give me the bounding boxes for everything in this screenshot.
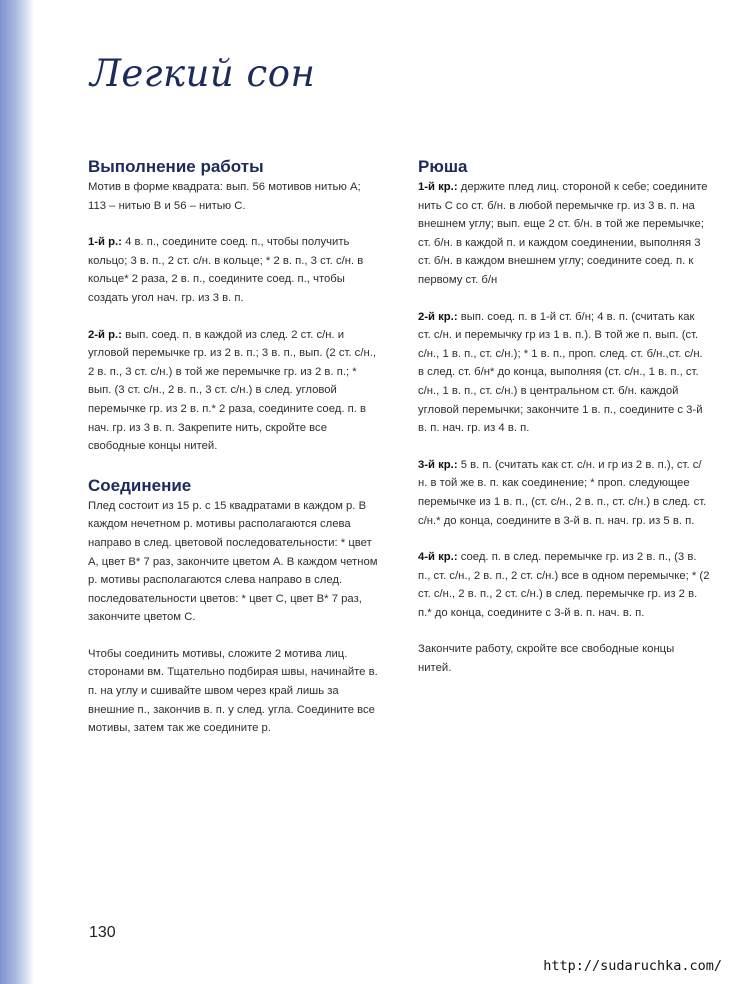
round4-label: 4-й кр.: <box>418 551 458 564</box>
row1-paragraph <box>88 233 378 307</box>
round3-text: 5 в. п. (считать как ст. с/н. и гр из 2 в. п.), ст. с/н. в той же в. п. как соединение; * проп. следующее перемычке из 1 в. п., (ст. с/н., 2 в. п., ст. с/н.) в след. ст. с/н.* до конца, соедините в 3-й в. п. нач. гр. из 5 в. п. <box>418 458 707 527</box>
row2-text: вып. соед. п. в каждой из след. 2 ст. с/н. и угловой перемычке гр. из 2 в. п.; 3 в. п., вып. (2 ст. с/н., 2 в. п., 3 ст. с/н.) в той же перемычке гр. из 2 в. п.; * вып. (3 ст. с/н., 2 в. п., 3 ст. с/н.) в след. угловой перемычке гр. из 2 в. п.* 2 раза, соедините соед. п. в нач. гр. из 3 в. п. Закрепите нить, скройте все свободные концы нитей. <box>88 328 376 453</box>
page-title: Легкий сон <box>90 52 316 95</box>
round3-paragraph <box>418 456 710 530</box>
intro-paragraph: Мотив в форме квадрата: вып. 56 мотивов нитью А; 113 – нитью В и 56 – нитью С. <box>88 181 361 212</box>
round1-paragraph <box>418 178 710 290</box>
round3-label: 3-й кр.: <box>418 458 458 471</box>
joining-paragraph-1: Плед состоит из 15 р. с 15 квадратами в каждом р. В каждом нечетном р. мотивы располагаются слева направо в след. цветовой последовательности: * цвет А, цвет В* 7 раз, закончите цветом А. В каждом четном р. мотивы располагаются слева направо в след. последовательности цветов: * цвет С, цвет В* 7 раз, закончите цветом С. <box>88 499 378 624</box>
row2-paragraph <box>88 326 378 456</box>
round2-paragraph <box>418 308 710 438</box>
heading-ruffle: Рюша <box>418 157 468 176</box>
final-paragraph: Закончите работу, скройте все свободные концы нитей. <box>418 643 675 675</box>
joining-paragraph-2: Чтобы соединить мотивы, сложите 2 мотива лиц. сторонами вм. Тщательно подбирая швы, начинайте в. п. на углу и сшивайте швом через край лишь за внешние п., закончив в. п. у след. угла. Соедините все мотивы, затем так же соедините р. <box>88 647 378 735</box>
round1-label: 1-й кр.: <box>418 181 458 193</box>
round4-text: соед. п. в след. перемычке гр. из 2 в. п., (3 в. п., ст. с/н., 2 в. п., 2 ст. с/н.) все в одном перемычке; * (2 ст. с/н., 2 в. п., 2 ст. с/н.) в след. перемычке гр. из 2 в. п.* до конца, соедините с 3-й в. п. нач. в. п. <box>418 551 710 619</box>
heading-joining: Соединение <box>88 475 192 495</box>
round4-paragraph <box>418 548 710 622</box>
page-number: 130 <box>89 924 116 941</box>
round1-text: держите плед лиц. стороной к себе; соедините нить С со ст. б/н. в любой перемычке гр. из 3 в. п. на внешнем углу; вып. еще 2 ст. б/н. в той же перемычке; ст. б/н. в каждой п. и каждом соединении, выполняя 3 ст. б/н. в каждом внешнем углу; соедините соед. п. к первому ст. б/н <box>418 181 708 286</box>
left-color-band <box>0 0 34 984</box>
heading-execution: Выполнение работы <box>88 157 264 176</box>
round2-text: вып. соед. п. в 1-й ст. б/н; 4 в. п. (считать как ст. с/н. и перемычку гр из 1 в. п.). В той же п. вып. (ст. с/н., 1 в. п., ст. с/н.); * 1 в. п., проп. след. ст. б/н.,ст. с/н. в след. ст. б/н* до конца, выполняя (ст. с/н., 1 в. п., ст. с/н., 1 в. п., ст. с/н.) в центральном ст. б/н. каждой угловой перемычки; закончите 1 в. п., соедините с 3-й в. п. нач. гр. из 4 в. п. <box>418 310 703 435</box>
round2-label: 2-й кр.: <box>418 310 458 323</box>
watermark-url: http://sudaruchka.com/ <box>543 958 722 974</box>
left-column <box>88 157 378 738</box>
right-column <box>418 157 710 678</box>
row1-label: 1-й р.: <box>88 236 122 249</box>
row1-text: 4 в. п., соедините соед. п., чтобы получить кольцо; 3 в. п., 2 ст. с/н. в кольце; * 2 в. п., 3 ст. с/н. в кольце* 2 раза, 2 в. п., соедините соед. п., чтобы создать угол нач. гр. из 3 в. п. <box>88 236 364 304</box>
row2-label: 2-й р.: <box>88 328 122 341</box>
